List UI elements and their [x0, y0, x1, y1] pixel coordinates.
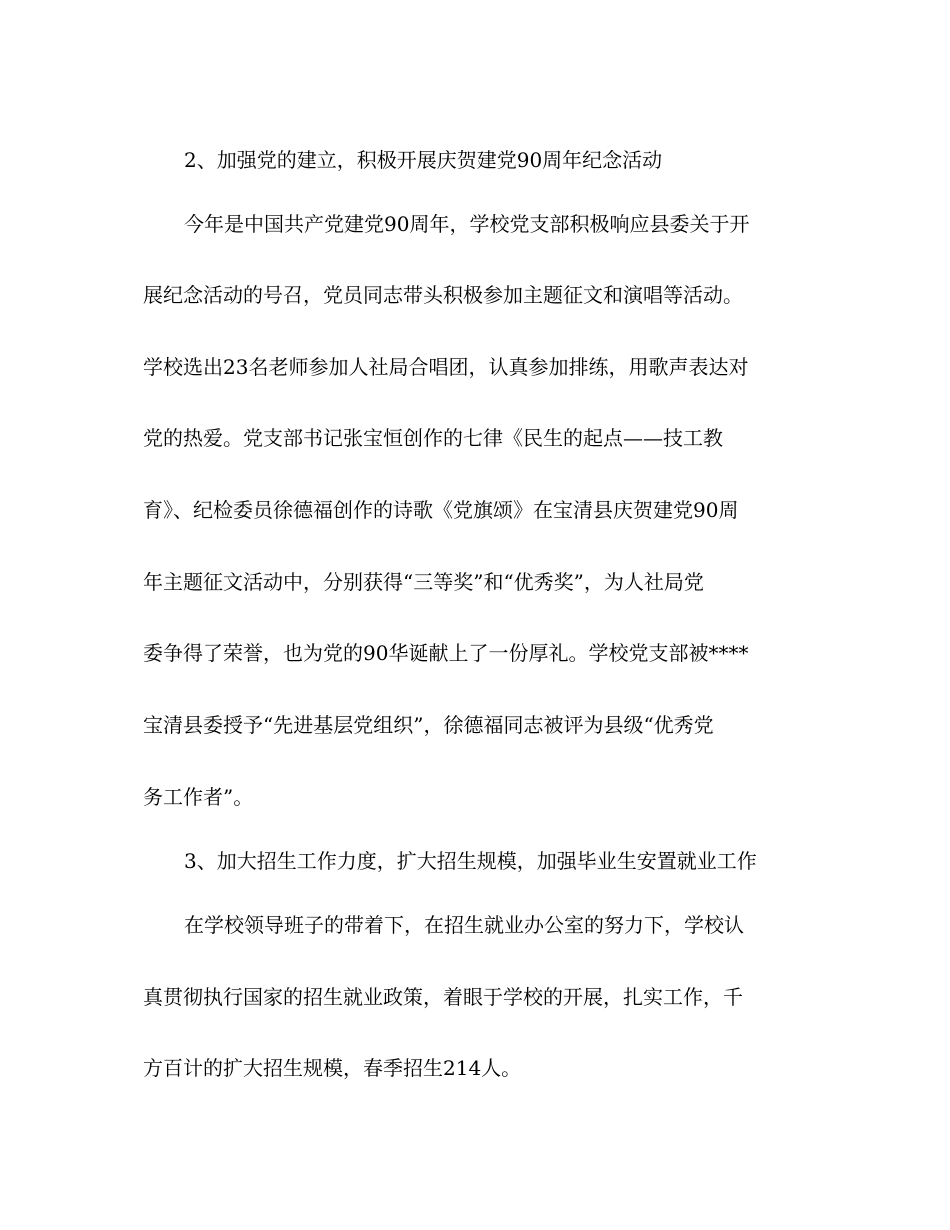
paragraph-line: 党的热爱。党支部书记张宝恒创作的七律《民生的起点——技工教: [143, 426, 723, 450]
paragraph-line: 育》、纪检委员徐德福创作的诗歌《党旗颂》在宝清县庆贺建党90周: [143, 498, 739, 522]
paragraph-line: 委争得了荣誉，也为党的90华诞献上了一份厚礼。学校党支部被****: [143, 641, 749, 665]
paragraph-line: 展纪念活动的号召，党员同志带头积极参加主题征文和演唱等活动。: [143, 283, 743, 307]
section-heading-2: 2、加强党的建立，积极开展庆贺建党90周年纪念活动: [184, 148, 663, 172]
paragraph-line: 真贯彻执行国家的招生就业政策，着眼于学校的开展，扎实工作，千: [143, 985, 743, 1009]
paragraph-line: 年主题征文活动中，分别获得“三等奖”和“优秀奖”，为人社局党: [143, 570, 704, 594]
paragraph-line: 宝清县委授予“先进基层党组织”，徐德福同志被评为县级“优秀党: [143, 713, 714, 737]
paragraph-line: 方百计的扩大招生规模，春季招生214人。: [143, 1056, 522, 1080]
paragraph-line: 在学校领导班子的带着下，在招生就业办公室的努力下，学校认: [184, 913, 744, 937]
paragraph-line: 学校选出23名老师参加人社局合唱团，认真参加排练，用歌声表达对: [143, 355, 749, 379]
paragraph-line: 今年是中国共产党建党90周年，学校党支部积极响应县委关于开: [184, 212, 750, 236]
section-heading-3: 3、加大招生工作力度，扩大招生规模，加强毕业生安置就业工作: [184, 849, 757, 873]
paragraph-line: 务工作者”。: [143, 785, 254, 809]
